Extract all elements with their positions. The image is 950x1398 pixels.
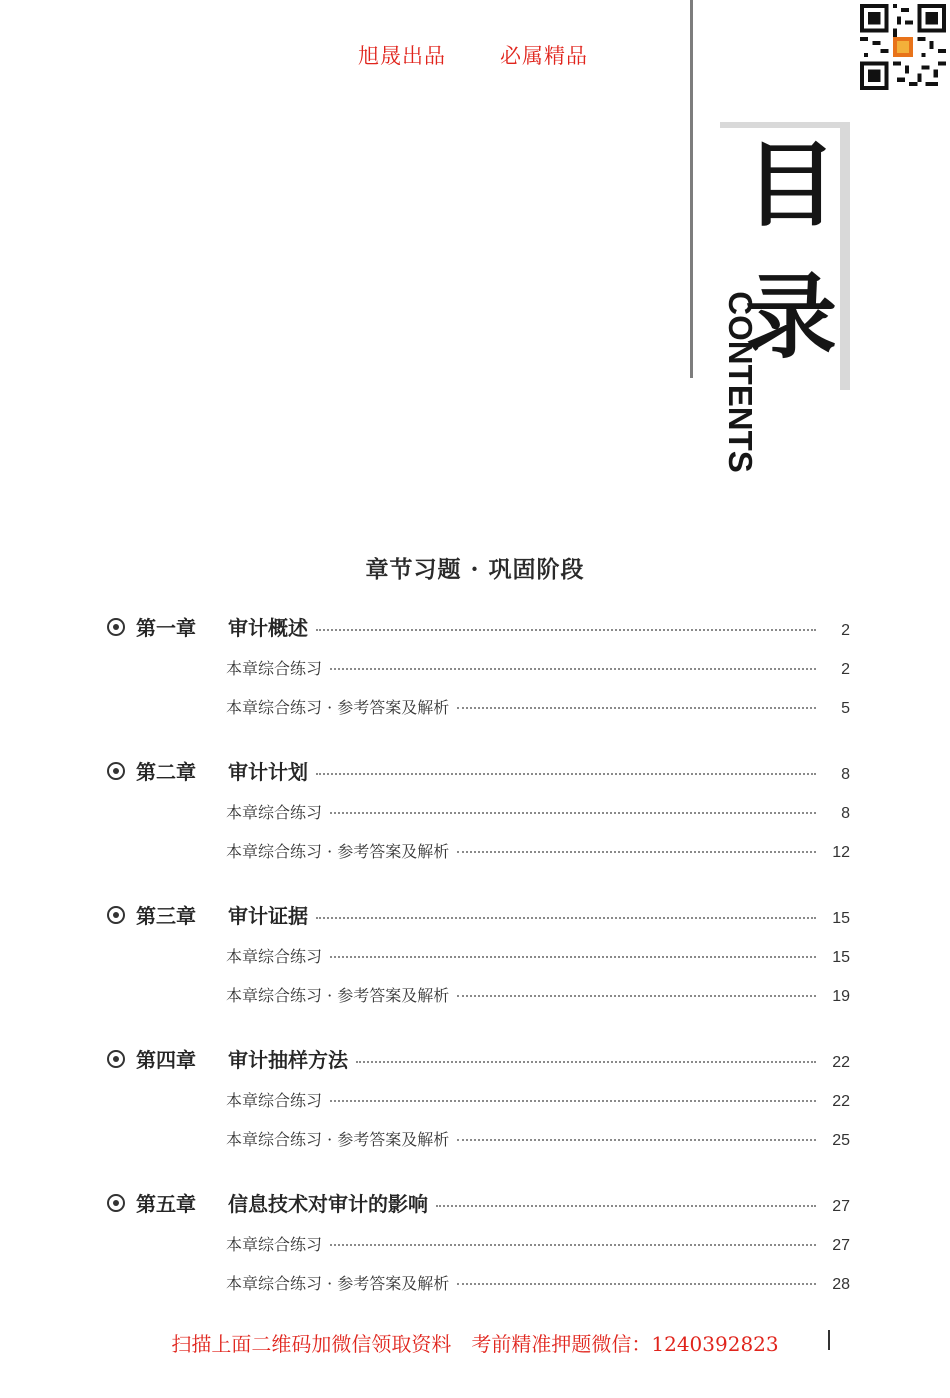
dot-leader: [330, 1244, 816, 1246]
page-number: 27: [832, 1237, 850, 1254]
contents-label: CONTENTS: [722, 291, 759, 473]
chapter-number: 第二章: [136, 760, 196, 784]
bullet-icon: [107, 1194, 125, 1212]
dot-leader: [356, 1061, 816, 1063]
page-edge-mark: [828, 1330, 830, 1350]
dot-leader: [316, 629, 816, 631]
title-shade-top: [720, 122, 850, 128]
toc-sub-row[interactable]: [226, 800, 850, 823]
page-number: 15: [832, 949, 850, 966]
chapter-title: 信息技术对审计的影响: [228, 1192, 428, 1216]
header-brand-left: 旭晟出品: [358, 44, 446, 68]
toc-sub-row[interactable]: [226, 839, 850, 862]
page-number: 5: [841, 700, 850, 717]
toc-chapter-row[interactable]: [107, 756, 850, 785]
sub-item-label: 本章综合练习: [226, 1091, 323, 1110]
toc-sub-row[interactable]: [226, 944, 850, 967]
toc-sub-row[interactable]: [226, 695, 850, 718]
title-shade-right: [840, 122, 850, 390]
page-number: 15: [832, 910, 850, 927]
dot-leader: [330, 1100, 816, 1102]
page-number: 2: [841, 661, 850, 678]
chapter-number: 第一章: [136, 616, 196, 640]
toc-sub-row[interactable]: [226, 1232, 850, 1255]
chapter-title: 审计证据: [228, 904, 308, 928]
sub-item-label: 本章综合练习 · 参考答案及解析: [226, 1274, 450, 1293]
dot-leader: [457, 1283, 816, 1285]
title-divider-line: [690, 0, 693, 378]
sub-item-label: 本章综合练习 · 参考答案及解析: [226, 698, 450, 717]
dot-leader: [330, 956, 816, 958]
sub-item-label: 本章综合练习 · 参考答案及解析: [226, 842, 450, 861]
page-number: 28: [832, 1276, 850, 1293]
dot-leader: [457, 707, 816, 709]
page-number: 22: [832, 1093, 850, 1110]
toc-chapter-row[interactable]: [107, 900, 850, 929]
chapter-title: 审计概述: [228, 616, 308, 640]
title-char-2: 录: [745, 264, 838, 371]
chapter-title: 审计计划: [228, 760, 308, 784]
toc-sub-row[interactable]: [226, 1271, 850, 1294]
toc-sub-row[interactable]: [226, 983, 850, 1006]
chapter-number: 第三章: [136, 904, 196, 928]
toc-sub-row[interactable]: [226, 1127, 850, 1150]
dot-leader: [330, 812, 816, 814]
footer-promo-text: 扫描上面二维码加微信领取资料 考前精准押题微信：1240392823: [171, 1332, 779, 1356]
sub-item-label: 本章综合练习 · 参考答案及解析: [226, 986, 450, 1005]
bullet-icon: [107, 762, 125, 780]
page-number: 19: [832, 988, 850, 1005]
toc-sub-row[interactable]: [226, 1088, 850, 1111]
bullet-icon: [107, 618, 125, 636]
sub-item-label: 本章综合练习: [226, 947, 323, 966]
qr-code-icon[interactable]: [860, 4, 946, 90]
sub-item-label: 本章综合练习: [226, 803, 323, 822]
chapter-title: 审计抽样方法: [228, 1048, 348, 1072]
page-number: 2: [841, 622, 850, 639]
page-number: 8: [841, 766, 850, 783]
bullet-icon: [107, 906, 125, 924]
page-number: 8: [841, 805, 850, 822]
header-brand-right: 必属精品: [500, 44, 588, 68]
toc-sub-row[interactable]: [226, 656, 850, 679]
toc-chapter-row[interactable]: [107, 612, 850, 641]
section-title: 章节习题 · 巩固阶段: [365, 556, 585, 583]
page-number: 22: [832, 1054, 850, 1071]
dot-leader: [316, 773, 816, 775]
toc-chapter-row[interactable]: [107, 1188, 850, 1217]
page-number: 12: [832, 844, 850, 861]
page-number: 25: [832, 1132, 850, 1149]
toc-chapter-row[interactable]: [107, 1044, 850, 1073]
page-number: 27: [832, 1198, 850, 1215]
dot-leader: [457, 851, 816, 853]
dot-leader: [436, 1205, 816, 1207]
bullet-icon: [107, 1050, 125, 1068]
sub-item-label: 本章综合练习 · 参考答案及解析: [226, 1130, 450, 1149]
dot-leader: [316, 917, 816, 919]
chapter-number: 第五章: [136, 1192, 196, 1216]
chapter-number: 第四章: [136, 1048, 196, 1072]
dot-leader: [457, 1139, 816, 1141]
dot-leader: [330, 668, 816, 670]
title-char-1: 目: [745, 132, 838, 239]
sub-item-label: 本章综合练习: [226, 659, 323, 678]
sub-item-label: 本章综合练习: [226, 1235, 323, 1254]
dot-leader: [457, 995, 816, 997]
